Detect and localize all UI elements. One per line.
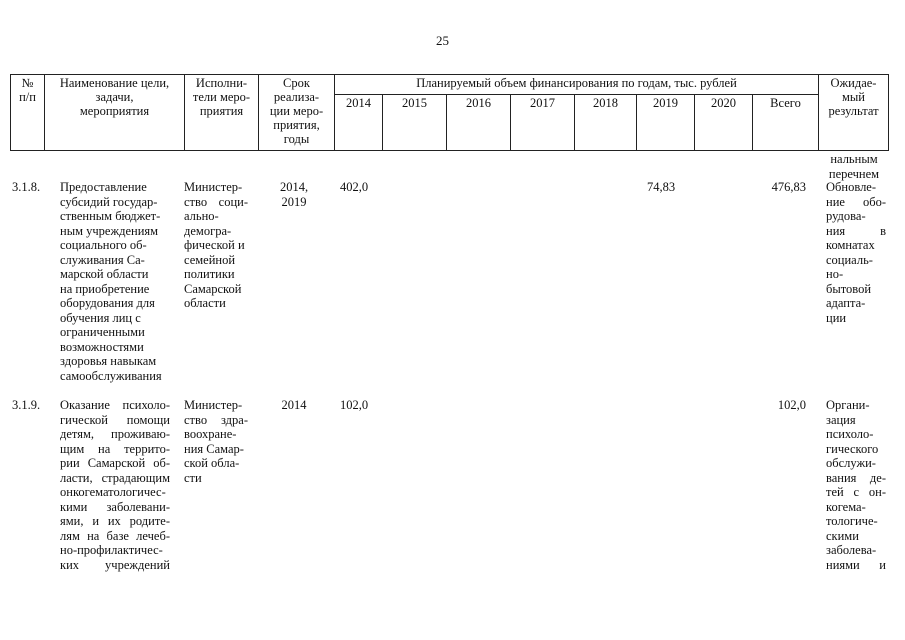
col-header-year-2016: 2016	[447, 95, 511, 151]
table-header	[10, 74, 889, 151]
result-carryover: нальным перечнем	[828, 152, 880, 181]
col-header-year-2017: 2017	[511, 95, 575, 151]
col-header-year-2018: 2018	[575, 95, 637, 151]
col-header-num: № п/п	[11, 75, 45, 151]
row-value-total: 476,83	[771, 180, 806, 194]
page-number: 25	[436, 33, 449, 48]
row-executor: Министер- ство соци- ально- демогра- фической и семейной политики Самарской области	[184, 180, 248, 310]
col-header-year-2019: 2019	[637, 95, 695, 151]
col-header-term: Срок реализа- ции меро- приятия, годы	[259, 75, 335, 151]
row-number: 3.1.8.	[12, 180, 41, 194]
col-header-year-2020: 2020	[695, 95, 753, 151]
row-number: 3.1.9.	[12, 398, 41, 412]
col-header-year-2015: 2015	[383, 95, 447, 151]
row-name: Предоставление субсидий государ- ственным бюджет- ным учреждениям социального об- служивания Са- марской области на приобретение оборудования для обучения лиц с ограниченными возможностями здоровья навыкам самообслуживания	[60, 180, 162, 383]
row-executor: Министер- ство здра- воохране- ния Самар- ской обла- сти	[184, 398, 248, 485]
col-header-result: Ожидае- мый результат	[819, 75, 889, 151]
col-header-total: Всего	[753, 95, 819, 151]
row-name: Оказание психоло- гической помощи детям, проживаю- щим на террито- рии Самарской об- ласти, страдающим онкогематологичес- кими заболевани- ями, и их родите- лям на базе лечеб- но-профилактичес- ких учреждений	[60, 398, 170, 572]
row-term: 2014	[281, 398, 307, 412]
row-value-total: 102,0	[777, 398, 806, 412]
col-header-year-2014: 2014	[335, 95, 383, 151]
row-value-2014: 102,0	[340, 398, 369, 412]
row-term: 2014, 2019	[279, 180, 309, 209]
row-result: Органи- зация психоло- гического обслужи- вания де- тей с он- когема- тологиче- скими заболева- ниями и	[826, 398, 886, 572]
row-value-2019: 74,83	[646, 180, 676, 194]
col-header-financing: Планируемый объем финансирования по годам, тыс. рублей	[335, 75, 819, 95]
row-result: Обновле- ние обо- рудова- ния в комнатах социаль- но- бытовой адапта- ции	[826, 180, 886, 325]
col-header-executors: Исполни- тели меро- приятия	[185, 75, 259, 151]
col-header-name: Наименование цели, задачи, мероприятия	[45, 75, 185, 151]
row-value-2014: 402,0	[340, 180, 369, 194]
